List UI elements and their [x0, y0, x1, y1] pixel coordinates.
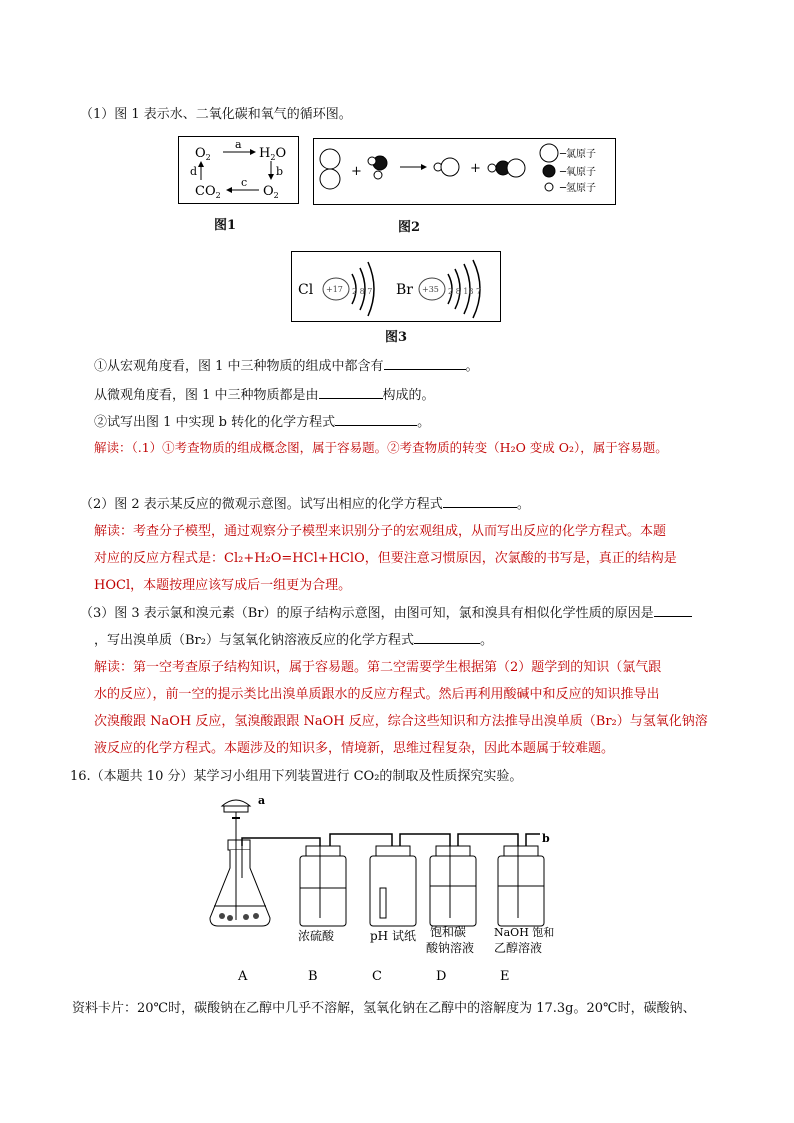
- q3-answer-line-4: 液反应的化学方程式。本题涉及的知识多，情境新，思维过程复杂，因此本题属于较难题。: [94, 741, 615, 756]
- label-a: a: [258, 794, 266, 807]
- h2o-label: $H_2O$: [259, 146, 287, 162]
- apparatus-d: [430, 846, 476, 926]
- apparatus-a: [210, 794, 270, 926]
- q2-text: （2）图 2 表示某反应的微观示意图。试写出相应的化学方程式 。: [80, 497, 530, 512]
- cl-symbol: Cl: [298, 282, 314, 298]
- figure-1-box: [178, 136, 299, 204]
- q1-intro: （1）图 1 表示水、二氧化碳和氧气的循环图。: [80, 107, 352, 122]
- answer-blank-3[interactable]: [335, 413, 417, 426]
- cl2-atom-2: [320, 169, 340, 189]
- h2o-hydrogen-2: [374, 171, 382, 179]
- figure-2-box: [313, 138, 616, 205]
- letter-a: A: [238, 969, 248, 984]
- legend-hydrogen-icon: [545, 183, 553, 191]
- reagent-d-2: 酸钠溶液: [426, 941, 475, 955]
- cl-nucleus-charge: +17: [326, 285, 343, 294]
- letter-d: D: [436, 969, 447, 984]
- apparatus-diagram: [200, 788, 560, 988]
- hcl-chlorine: [441, 158, 459, 176]
- tube-a-b: [242, 838, 320, 846]
- plus-sign-1: +: [351, 164, 362, 179]
- tube-c-d: [400, 834, 450, 846]
- arrow-c-label: c: [241, 176, 248, 189]
- q1-line-2: 从微观角度看，图 1 中三种物质都是由 构成的。: [94, 388, 435, 403]
- o2-bottom-label: $O_2$: [263, 184, 279, 200]
- answer-blank-1[interactable]: [384, 357, 466, 370]
- arrow-d-label: d: [190, 165, 198, 178]
- answer-blank-2[interactable]: [319, 386, 383, 399]
- answer-blank-4[interactable]: [443, 495, 517, 508]
- br-nucleus-charge: +35: [422, 285, 439, 294]
- reagent-e-2: 乙醇溶液: [494, 941, 543, 955]
- tube-d-e: [458, 834, 518, 846]
- figure-3-box: [291, 251, 501, 322]
- letter-c: C: [372, 969, 382, 984]
- q3-text-2: ，写出溴单质（Br₂）与氢氧化钠溶液反应的化学方程式 。: [94, 633, 493, 648]
- q2-answer-line-1: 解读：考查分子模型，通过观察分子模型来识别分子的宏观组成，从而写出反应的化学方程式。本题: [94, 524, 667, 539]
- label-b: b: [542, 832, 550, 845]
- hclo-hydrogen: [488, 164, 496, 172]
- reagent-d-1: 饱和碳: [430, 925, 467, 939]
- legend-chlorine: ─氯原子: [560, 149, 597, 160]
- cl-shell-counts: 2 8 7: [352, 287, 373, 296]
- legend-chlorine-icon: [540, 144, 558, 162]
- plus-sign-2: +: [470, 161, 481, 176]
- hclo-chlorine: [507, 159, 525, 177]
- o2-top-label: $O_2$: [195, 146, 211, 162]
- arrow-b-label: b: [276, 165, 284, 178]
- letter-b: B: [308, 969, 318, 984]
- legend-hydrogen: ─氢原子: [560, 183, 597, 194]
- q3-text-1: （3）图 3 表示氯和溴元素（Br）的原子结构示意图，由图可知，氯和溴具有相似化学性质的原因是: [80, 602, 692, 621]
- apparatus-e: [498, 846, 544, 926]
- figure-3-label: 图3: [385, 330, 408, 345]
- br-shell-counts: 2 8 18 7: [448, 287, 482, 296]
- legend-oxygen-icon: [543, 165, 555, 177]
- answer-blank-5[interactable]: [654, 604, 692, 617]
- answer-blank-6[interactable]: [414, 631, 480, 644]
- q1-line-1: ①从宏观角度看，图 1 中三种物质的组成中都含有 。: [94, 359, 479, 374]
- arrow-a-label: a: [235, 138, 242, 151]
- letter-e: E: [500, 969, 510, 984]
- br-symbol: Br: [396, 282, 413, 298]
- figure-1-label: 图1: [214, 218, 237, 233]
- figure-2-label: 图2: [398, 220, 421, 235]
- apparatus-c: [370, 846, 416, 926]
- tube-e-out: [526, 834, 540, 846]
- tube-b-c: [330, 834, 392, 846]
- figure-3-atoms: [292, 252, 499, 320]
- figure-1-cycle: [179, 137, 297, 202]
- figure-2-reaction: [314, 139, 614, 203]
- q1-answer: 解读：（.1）①考查物质的组成概念图，属于容易题。②考查物质的转变（H₂O 变成 O₂），属于容易题。: [94, 440, 668, 455]
- cl2-atom-1: [320, 149, 340, 169]
- apparatus-b: [300, 846, 346, 926]
- reagent-e-1: NaOH 饱和: [494, 926, 555, 939]
- data-card-text: 资料卡片：20℃时，碳酸钠在乙醇中几乎不溶解，氢氧化钠在乙醇中的溶解度为 17.3g。20℃时，碳酸钠、: [72, 1001, 696, 1016]
- q2-answer-line-3: HOCl，本题按理应该写成后一组更为合理。: [94, 578, 352, 593]
- q3-answer-line-3: 次溴酸跟 NaOH 反应，氢溴酸跟跟 NaOH 反应，综合这些知识和方法推导出溴单质（Br₂）与氢氧化钠溶: [94, 714, 708, 729]
- reagent-b: 浓硫酸: [298, 929, 335, 943]
- q1-line-3: ②试写出图 1 中实现 b 转化的化学方程式 。: [94, 415, 431, 430]
- reagent-c: pH 试纸: [370, 929, 416, 943]
- co2-label: $CO_2$: [195, 184, 221, 200]
- h2o-hydrogen-1: [368, 157, 376, 165]
- q2-answer-line-2: 对应的反应方程式是：Cl₂+H₂O=HCl+HClO，但要注意习惯原因，次氯酸的书写是，真正的结构是: [94, 551, 677, 566]
- q3-answer-line-2: 水的反应），前一空的提示类比出溴单质跟水的反应方程式。然后再利用酸碱中和反应的知识推导出: [94, 687, 660, 702]
- q16-text: 16.（本题共 10 分）某学习小组用下列装置进行 CO₂的制取及性质探究实验。: [70, 769, 523, 784]
- legend-oxygen: ─氧原子: [560, 167, 597, 178]
- q3-answer-line-1: 解读：第一空考查原子结构知识，属于容易题。第二空需要学生根据第（2）题学到的知识（氯气跟: [94, 660, 662, 675]
